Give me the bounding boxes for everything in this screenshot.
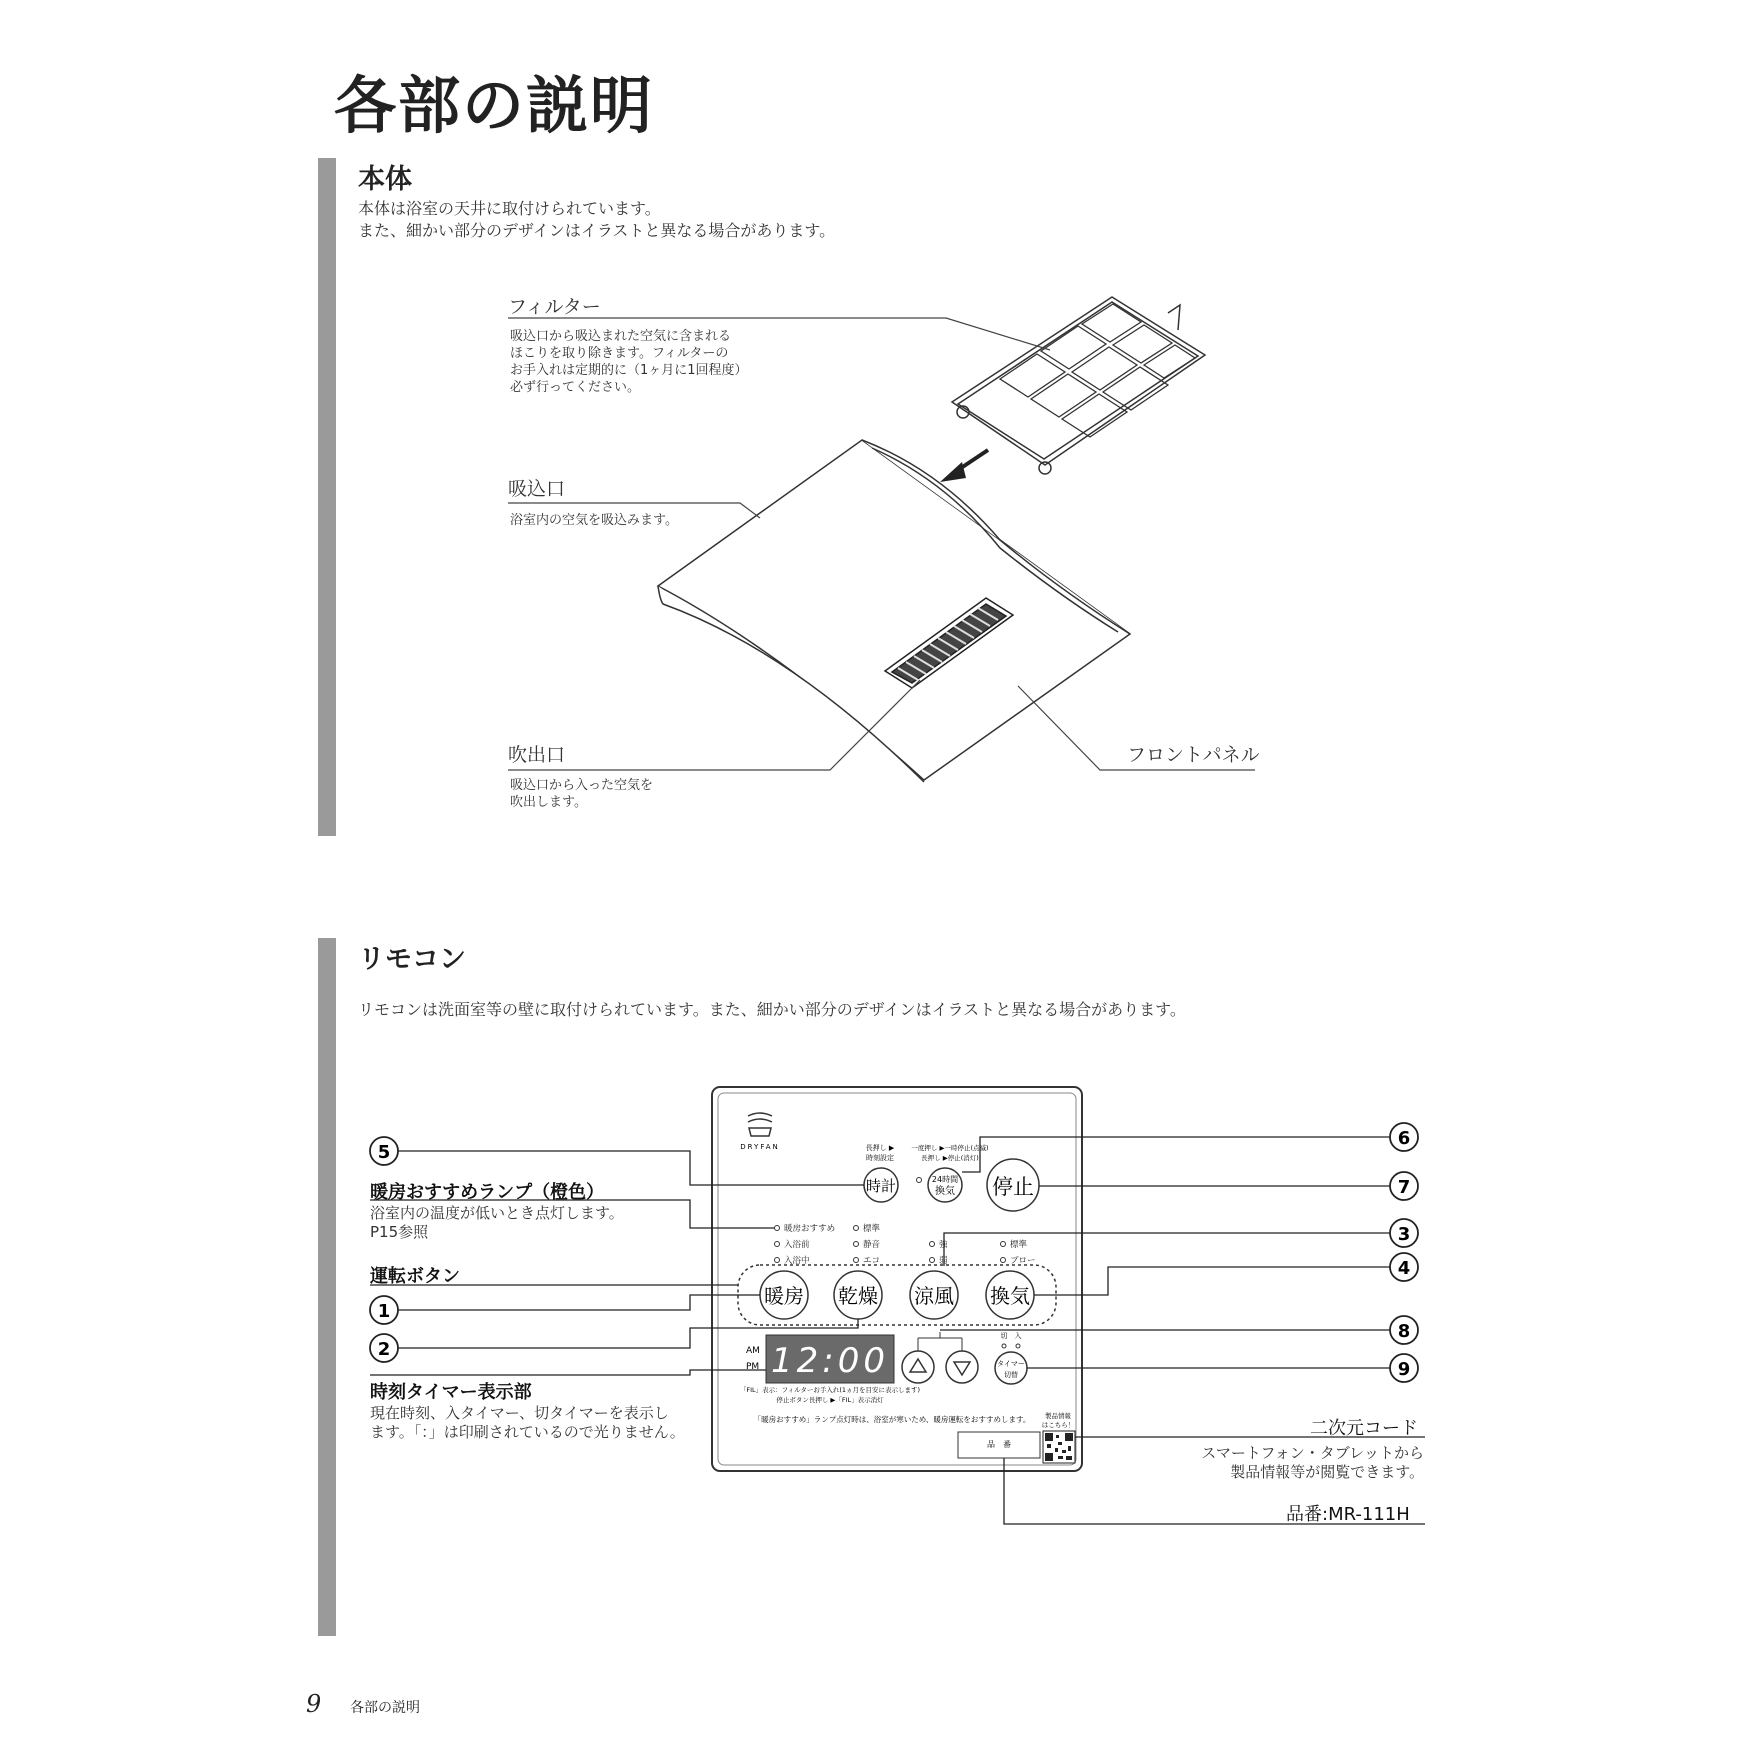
dry-button[interactable]	[834, 1271, 882, 1319]
filter-desc-line: 吸込口から吸込まれた空気に含まれる	[510, 329, 732, 344]
clock-button-label: 時計	[865, 1177, 897, 1195]
timer-switch-button[interactable]	[995, 1352, 1027, 1384]
display-desc-line1: 現在時刻、入タイマー、切タイマーを表示し	[370, 1404, 669, 1422]
callout-5-number: 5	[377, 1142, 391, 1163]
vent-button-label: 換気	[990, 1284, 1030, 1308]
lamp-desc-line1: 浴室内の温度が低いとき点灯します。	[370, 1204, 624, 1222]
footer-text: 各部の説明	[350, 1700, 420, 1716]
pm-label: PM	[746, 1362, 760, 1372]
lamp-desc-line2: P15参照	[370, 1223, 429, 1241]
model-number: 品番:MR-111H	[1286, 1504, 1410, 1525]
vent-button[interactable]	[986, 1271, 1034, 1319]
callout-8-number: 8	[1397, 1321, 1411, 1342]
remote-desc: リモコンは洗面室等の壁に取付けられています。また、細かい部分のデザインはイラストと異なる場合があります。	[358, 1000, 1186, 1019]
recommend-note: 「暖房おすすめ」ランプ点灯時は、浴室が寒いため、暖房運転をおすすめします。	[753, 1415, 1031, 1424]
filter-desc	[510, 328, 748, 396]
body-desc-line1: 本体は浴室の天井に取付けられています。	[358, 199, 661, 218]
lamp-desc	[370, 1204, 624, 1242]
remote-illustration	[0, 1070, 1754, 1530]
vent-hint2: 長押し ▶停止(消灯)	[921, 1154, 979, 1162]
ind-standard2: 標準	[1010, 1240, 1028, 1250]
leader-4	[1034, 1267, 1390, 1295]
callout-6-number: 6	[1397, 1128, 1411, 1149]
intake-desc: 浴室内の空気を吸込みます。	[510, 513, 678, 528]
fil-note1: 「FIL」表示：フィルターお手入れ(1ヵ月を目安に表示します)	[739, 1386, 921, 1394]
filter-title: フィルター	[508, 296, 601, 318]
ind-standard: 標準	[863, 1224, 881, 1234]
up-button[interactable]	[902, 1351, 934, 1383]
qr-label2: はこちら！	[1041, 1421, 1075, 1429]
insert-arrow	[940, 450, 988, 482]
callout-3-number: 3	[1397, 1224, 1411, 1245]
ind-weak: 弱	[939, 1256, 948, 1266]
body-illustration	[0, 0, 1754, 860]
timer-on-label: 入	[1014, 1332, 1022, 1340]
leader-1	[398, 1295, 760, 1310]
clock-hint1: 長押し ▶	[865, 1144, 895, 1152]
callout-6	[1390, 1123, 1418, 1151]
callout-9-number: 9	[1397, 1359, 1411, 1380]
page-title: 各部の説明	[334, 69, 655, 142]
callout-8	[1390, 1316, 1418, 1344]
stop-button-label: 停止	[992, 1175, 1034, 1199]
down-button[interactable]	[946, 1351, 978, 1383]
ind-strong: 強	[939, 1240, 948, 1250]
lamp-title: 暖房おすすめランプ（橙色）	[370, 1182, 605, 1203]
time-value: 12:00	[771, 1341, 889, 1381]
operation-buttons-title: 運転ボタン	[370, 1266, 460, 1287]
ind-quiet: 静音	[863, 1240, 881, 1250]
outlet-desc	[510, 777, 653, 811]
qr-title: 二次元コード	[1310, 1418, 1418, 1439]
callout-7	[1390, 1172, 1418, 1200]
am-label: AM	[746, 1346, 760, 1356]
outlet-title: 吹出口	[508, 744, 566, 766]
ind-eco: エコ	[863, 1256, 881, 1266]
intake-title: 吸込口	[508, 478, 566, 500]
display-title: 時刻タイマー表示部	[370, 1382, 532, 1403]
callout-4	[1390, 1253, 1418, 1281]
qr-desc	[1182, 1444, 1424, 1482]
cool-button-label: 涼風	[914, 1284, 954, 1308]
cool-button[interactable]	[910, 1271, 958, 1319]
qr-label1: 製品情報	[1045, 1412, 1071, 1420]
timer-btn-label1: タイマー	[997, 1360, 1025, 1368]
filter-illustration	[952, 297, 1205, 474]
callout-2	[370, 1334, 398, 1362]
vent24-label-2: 換気	[935, 1186, 955, 1197]
ind-blow: ブロー	[1010, 1256, 1036, 1266]
clock-hint2: 時刻設定	[866, 1154, 894, 1162]
filter-desc-line: お手入れは定期的に（1ヶ月に1回程度）	[510, 363, 748, 378]
remote-heading: リモコン	[358, 944, 466, 975]
heat-button-label: 暖房	[764, 1284, 804, 1308]
callout-5	[370, 1137, 398, 1165]
callout-3	[1390, 1219, 1418, 1247]
callout-7-number: 7	[1397, 1177, 1411, 1198]
ind-bathing: 入浴中	[784, 1256, 810, 1266]
ind-recommend: 暖房おすすめ	[784, 1224, 836, 1234]
vent-hint1: 一度押し ▶一時停止(点滅)	[911, 1144, 989, 1152]
callout-2-number: 2	[377, 1339, 391, 1360]
callout-1-number: 1	[377, 1301, 391, 1322]
main-unit-illustration	[658, 440, 1130, 782]
outlet-desc-line: 吸込口から入った空気を	[510, 778, 654, 793]
display-desc-line2: ます。「：」は印刷されているので光りません。	[370, 1423, 685, 1441]
body-heading: 本体	[358, 164, 412, 195]
timer-off-label: 切	[1000, 1332, 1008, 1340]
qr-desc-line1: スマートフォン・タブレットから	[1201, 1444, 1424, 1462]
timer-btn-label2: 切替	[1004, 1371, 1018, 1379]
callout-4-number: 4	[1397, 1258, 1411, 1279]
clock-button[interactable]	[864, 1168, 898, 1202]
fil-note2: 停止ボタン長押し ▶「FIL」表示消灯	[776, 1396, 884, 1404]
vent24-label-1: 24時間	[931, 1175, 959, 1184]
leader-display	[370, 1370, 766, 1375]
qr-desc-line2: 製品情報等が閲覧できます。	[1230, 1463, 1424, 1481]
heat-button[interactable]	[760, 1271, 808, 1319]
brand-text: DRYFAN	[740, 1143, 780, 1151]
callout-9	[1390, 1354, 1418, 1382]
dry-button-label: 乾燥	[838, 1284, 878, 1308]
qr-code-icon	[1043, 1431, 1075, 1463]
filter-desc-line: ほこりを取り除きます。フィルターの	[510, 346, 729, 361]
body-desc-line2: また、細かい部分のデザインはイラストと異なる場合があります。	[358, 221, 836, 240]
stop-button[interactable]	[987, 1159, 1039, 1211]
display-desc	[370, 1404, 685, 1442]
page-number: 9	[306, 1690, 322, 1718]
outlet-desc-line: 吹出します。	[510, 795, 587, 810]
callout-1	[370, 1296, 398, 1324]
front-panel-title: フロントパネル	[1127, 744, 1260, 766]
model-box-label: 品 番	[987, 1440, 1011, 1449]
ind-pre-bath: 入浴前	[784, 1240, 810, 1250]
vent24-button[interactable]	[928, 1168, 962, 1202]
filter-desc-line: 必ず行ってください。	[510, 380, 641, 395]
